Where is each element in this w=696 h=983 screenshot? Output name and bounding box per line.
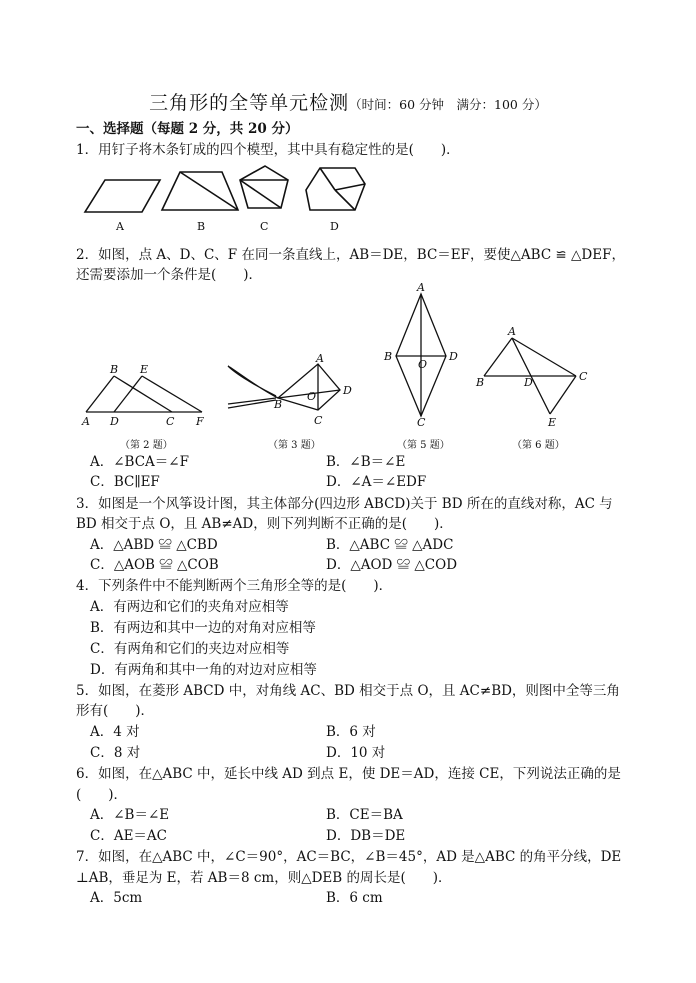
fig5-label-a: A bbox=[417, 281, 425, 294]
question-6-line-2: ( )． bbox=[76, 787, 128, 803]
question-1-figures bbox=[80, 160, 380, 235]
fig5-label-b: B bbox=[384, 350, 393, 363]
model-label-b: B bbox=[197, 220, 206, 233]
question-2-line-2: 还需要添加一个条件是( )． bbox=[76, 267, 263, 283]
q4-option-c: C．有两角和它们的夹边对应相等 bbox=[90, 641, 290, 657]
model-a-parallelogram bbox=[85, 180, 160, 212]
model-label-a: A bbox=[116, 220, 124, 233]
q5-option-b: B．6 对 bbox=[326, 724, 376, 740]
title-sub: （时间：60 分钟 满分：100 分） bbox=[349, 97, 547, 112]
q7-option-a: A．5cm bbox=[90, 890, 143, 906]
fig5-label-d: D bbox=[449, 350, 458, 363]
fig2-label-a: A bbox=[82, 415, 90, 428]
q4-option-b: B．有两边和其中一边的对角对应相等 bbox=[90, 620, 316, 636]
title-main: 三角形的全等单元检测 bbox=[149, 92, 350, 114]
fig6-label-d: D bbox=[524, 376, 533, 389]
model-b-quad bbox=[162, 172, 238, 210]
fig2-label-d: D bbox=[110, 415, 119, 428]
q5-option-a: A．4 对 bbox=[90, 724, 140, 740]
q6-option-c: C．AE＝AC bbox=[90, 828, 168, 844]
fig2-label-f: F bbox=[196, 415, 204, 428]
question-1-text: 1．用钉子将木条钉成的四个模型，其中具有稳定性的是( )． bbox=[76, 142, 460, 158]
q2-option-a: A．∠BCA＝∠F bbox=[90, 454, 189, 470]
question-5-line-1: 5．如图，在菱形 ABCD 中，对角线 AC、BD 相交于点 O，且 AC≠BD，则图中全等三角 bbox=[76, 683, 620, 699]
question-6-line-1: 6．如图，在△ABC 中，延长中线 AD 到点 E，使 DE＝AD，连接 CE，下列说法正确的是 bbox=[76, 766, 621, 782]
question-5-line-2: 形有( )． bbox=[76, 703, 155, 719]
q3-option-b: B．△ABC ≌ △ADC bbox=[326, 537, 454, 553]
fig6-label-e: E bbox=[548, 416, 557, 429]
figures-row bbox=[78, 280, 618, 430]
q6-option-b: B．CE＝BA bbox=[326, 807, 403, 823]
fig3-label-d: D bbox=[343, 384, 352, 397]
figure-5 bbox=[396, 294, 446, 416]
question-3-line-1: 3．如图是一个风筝设计图，其主体部分(四边形 ABCD)关于 BD 所在的直线对称，AC 与 bbox=[76, 496, 613, 512]
caption-figure-3: （第 3 题） bbox=[268, 440, 321, 451]
fig2-label-c: C bbox=[166, 415, 175, 428]
fig6-label-c: C bbox=[579, 370, 588, 383]
q3-option-a: A．△ABD ≌ △CBD bbox=[90, 537, 218, 553]
fig5-label-o: O bbox=[418, 358, 428, 371]
model-label-c: C bbox=[260, 220, 269, 233]
q6-option-a: A．∠B＝∠E bbox=[90, 807, 170, 823]
question-4-text: 4．下列条件中不能判断两个三角形全等的是( )． bbox=[76, 578, 393, 594]
model-d-shape bbox=[306, 168, 365, 210]
caption-figure-5: （第 5 题） bbox=[397, 440, 450, 451]
question-2-line-1: 2．如图，点 A、D、C、F 在同一条直线上，AB＝DE，BC＝EF，要使△ABC ≌ △DEF， bbox=[76, 247, 625, 263]
fig6-label-b: B bbox=[476, 376, 485, 389]
q2-option-d: D．∠A＝∠EDF bbox=[326, 474, 427, 490]
q5-option-d: D．10 对 bbox=[326, 745, 386, 761]
caption-figure-6: （第 6 题） bbox=[512, 440, 565, 451]
q6-option-d: D．DB＝DE bbox=[326, 828, 406, 844]
q3-option-d: D．△AOD ≌ △COD bbox=[326, 557, 458, 573]
fig3-label-c: C bbox=[314, 414, 323, 427]
q4-option-a: A．有两边和它们的夹角对应相等 bbox=[90, 599, 289, 615]
fig2-label-e: E bbox=[140, 363, 149, 376]
q5-option-c: C．8 对 bbox=[90, 745, 141, 761]
q7-option-b: B．6 cm bbox=[326, 890, 383, 906]
model-c-pentagon bbox=[240, 166, 288, 208]
q2-option-c: C．BC∥EF bbox=[90, 474, 160, 490]
fig6-label-a: A bbox=[508, 325, 516, 338]
fig2-label-b: B bbox=[110, 363, 119, 376]
fig3-label-b: B bbox=[274, 398, 283, 411]
q2-option-b: B．∠B＝∠E bbox=[326, 454, 406, 470]
model-label-d: D bbox=[330, 220, 339, 233]
fig5-label-c: C bbox=[417, 416, 426, 429]
page-title bbox=[0, 88, 696, 115]
fig3-label-a: A bbox=[316, 352, 324, 365]
fig3-label-o: O bbox=[307, 390, 317, 403]
section-heading: 一、选择题（每题 2 分，共 20 分） bbox=[76, 121, 299, 137]
question-7-line-1: 7．如图，在△ABC 中，∠C＝90°，AC＝BC，∠B＝45°，AD 是△ABC 的角平分线，DE bbox=[76, 849, 622, 865]
question-3-line-2: BD 相交于点 O，且 AB≠AD，则下列判断不正确的是( )． bbox=[76, 516, 453, 532]
q3-option-c: C．△AOB ≌ △COB bbox=[90, 557, 219, 573]
figure-2 bbox=[86, 376, 202, 412]
q4-option-d: D．有两角和其中一角的对边对应相等 bbox=[90, 662, 317, 678]
figure-3 bbox=[228, 364, 340, 410]
caption-figure-2: （第 2 题） bbox=[120, 440, 173, 451]
question-7-line-2: ⊥AB，垂足为 E，若 AB＝8 cm，则△DEB 的周长是( )． bbox=[76, 870, 452, 886]
